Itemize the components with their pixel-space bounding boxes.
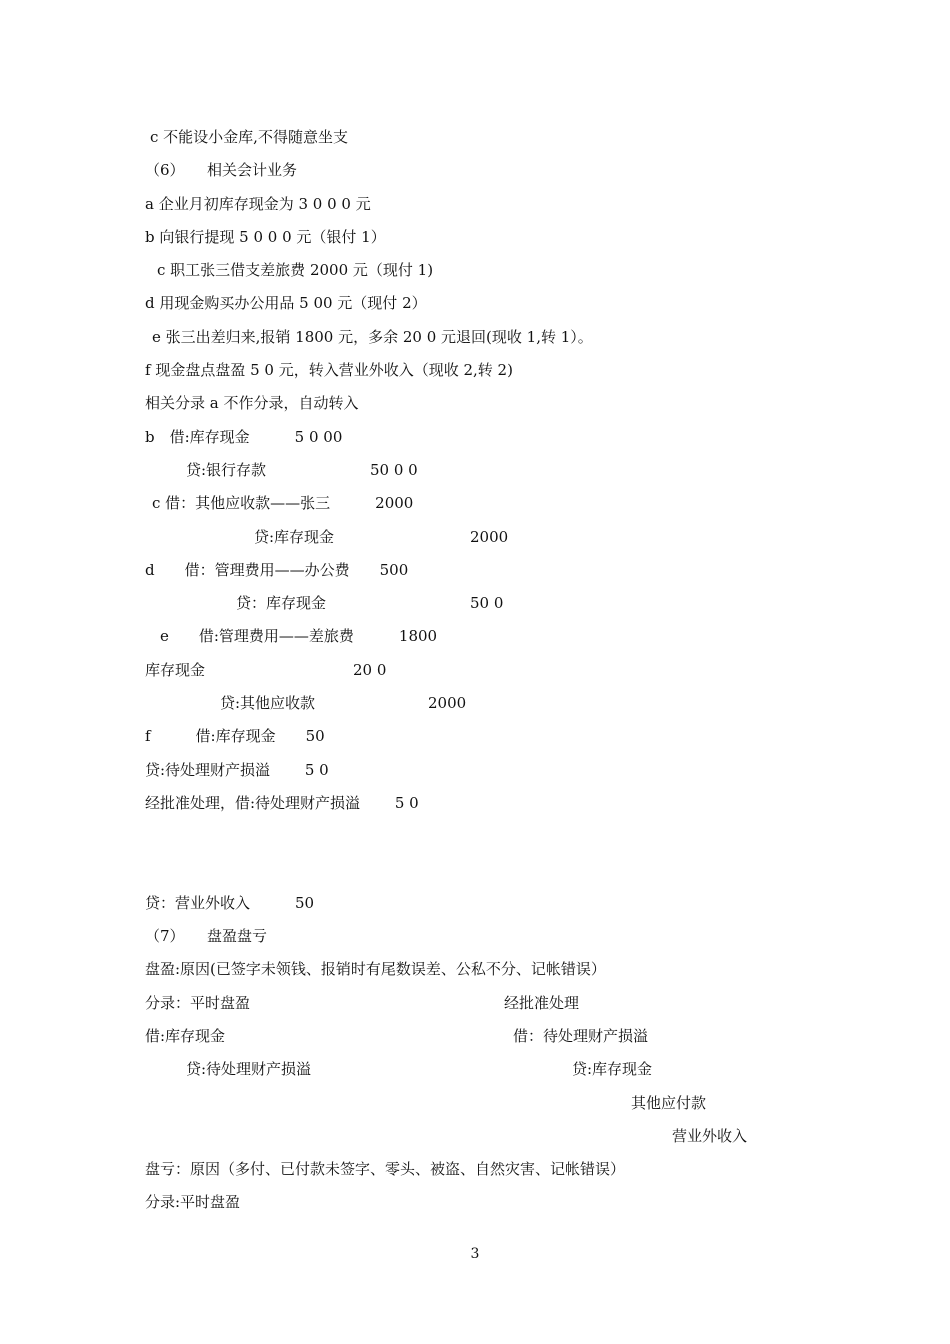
text-line: e 张三出差归来,报销 1800 元，多余 20 0 元退回(现收 1,转 1）。 <box>152 328 593 346</box>
text-line: 盘亏：原因（多付、已付款未签字、零头、被盗、自然灾害、记帐错误） <box>145 1160 626 1178</box>
journal-entry-c-credit-amount: 2000 <box>470 528 509 546</box>
journal-entry-d-debit: d 借：管理费用——办公费 500 <box>145 561 409 579</box>
text-line: 盘盈:原因(已签字未领钱、报销时有尾数误差、公私不分、记帐错误） <box>145 960 606 978</box>
text-line: 分录:平时盘盈 <box>145 1193 241 1211</box>
journal-entry-e-debit-2-amount: 20 0 <box>353 661 387 679</box>
journal-entry-c-credit: 贷:库存现金 <box>254 528 335 546</box>
journal-entry-c-debit: c 借：其他应收款——张三 2000 <box>152 494 414 512</box>
journal-entry-e-debit: e 借:管理费用——差旅费 1800 <box>160 627 438 645</box>
journal-entry-e-credit-amount: 2000 <box>428 694 467 712</box>
journal-entry-d-credit: 贷：库存现金 <box>236 594 327 612</box>
journal-entry-b-credit-amount: 50 0 0 <box>370 461 418 479</box>
journal-entry-b-credit: 贷:银行存款 <box>186 461 267 479</box>
journal-entry-e-debit-2: 库存现金 <box>145 661 206 679</box>
journal-entry-f-credit: 贷:待处理财产损溢 5 0 <box>145 761 329 779</box>
text-line: b 向银行提现 5 0 0 0 元（银付 1） <box>145 228 386 246</box>
text-line: c 职工张三借支差旅费 2000 元（现付 1) <box>157 261 434 279</box>
text-line: 营业外收入 <box>672 1127 748 1145</box>
journal-entry-f-debit: f 借:库存现金 50 <box>145 727 325 745</box>
journal-entry-approval-credit: 贷：营业外收入 50 <box>145 894 315 912</box>
text-line: 贷:库存现金 <box>572 1060 653 1078</box>
text-line: 分录：平时盘盈 <box>145 994 251 1012</box>
text-line: c 不能设小金库,不得随意坐支 <box>150 128 348 146</box>
text-line: 相关分录 a 不作分录，自动转入 <box>145 394 359 412</box>
page-number: 3 <box>470 1246 480 1262</box>
journal-entry-b-debit: b 借:库存现金 5 0 00 <box>145 428 343 446</box>
text-line: 贷:待处理财产损溢 <box>186 1060 312 1078</box>
journal-entry-d-credit-amount: 50 0 <box>470 594 504 612</box>
text-line: d 用现金购买办公用品 5 00 元（现付 2） <box>145 294 427 312</box>
text-line: 其他应付款 <box>631 1094 707 1112</box>
text-line: 借:库存现金 <box>145 1027 226 1045</box>
section-heading-6: （6） 相关会计业务 <box>145 161 298 179</box>
text-line: f 现金盘点盘盈 5 0 元，转入营业外收入（现收 2,转 2) <box>145 361 513 379</box>
section-heading-7: （7） 盘盈盘亏 <box>145 927 268 945</box>
journal-entry-approval: 经批准处理，借:待处理财产损溢 5 0 <box>145 794 419 812</box>
text-line: 借：待处理财产损溢 <box>513 1027 649 1045</box>
text-line: 经批准处理 <box>504 994 580 1012</box>
journal-entry-e-credit: 贷:其他应收款 <box>220 694 316 712</box>
text-line: a 企业月初库存现金为 3 0 0 0 元 <box>145 195 371 213</box>
